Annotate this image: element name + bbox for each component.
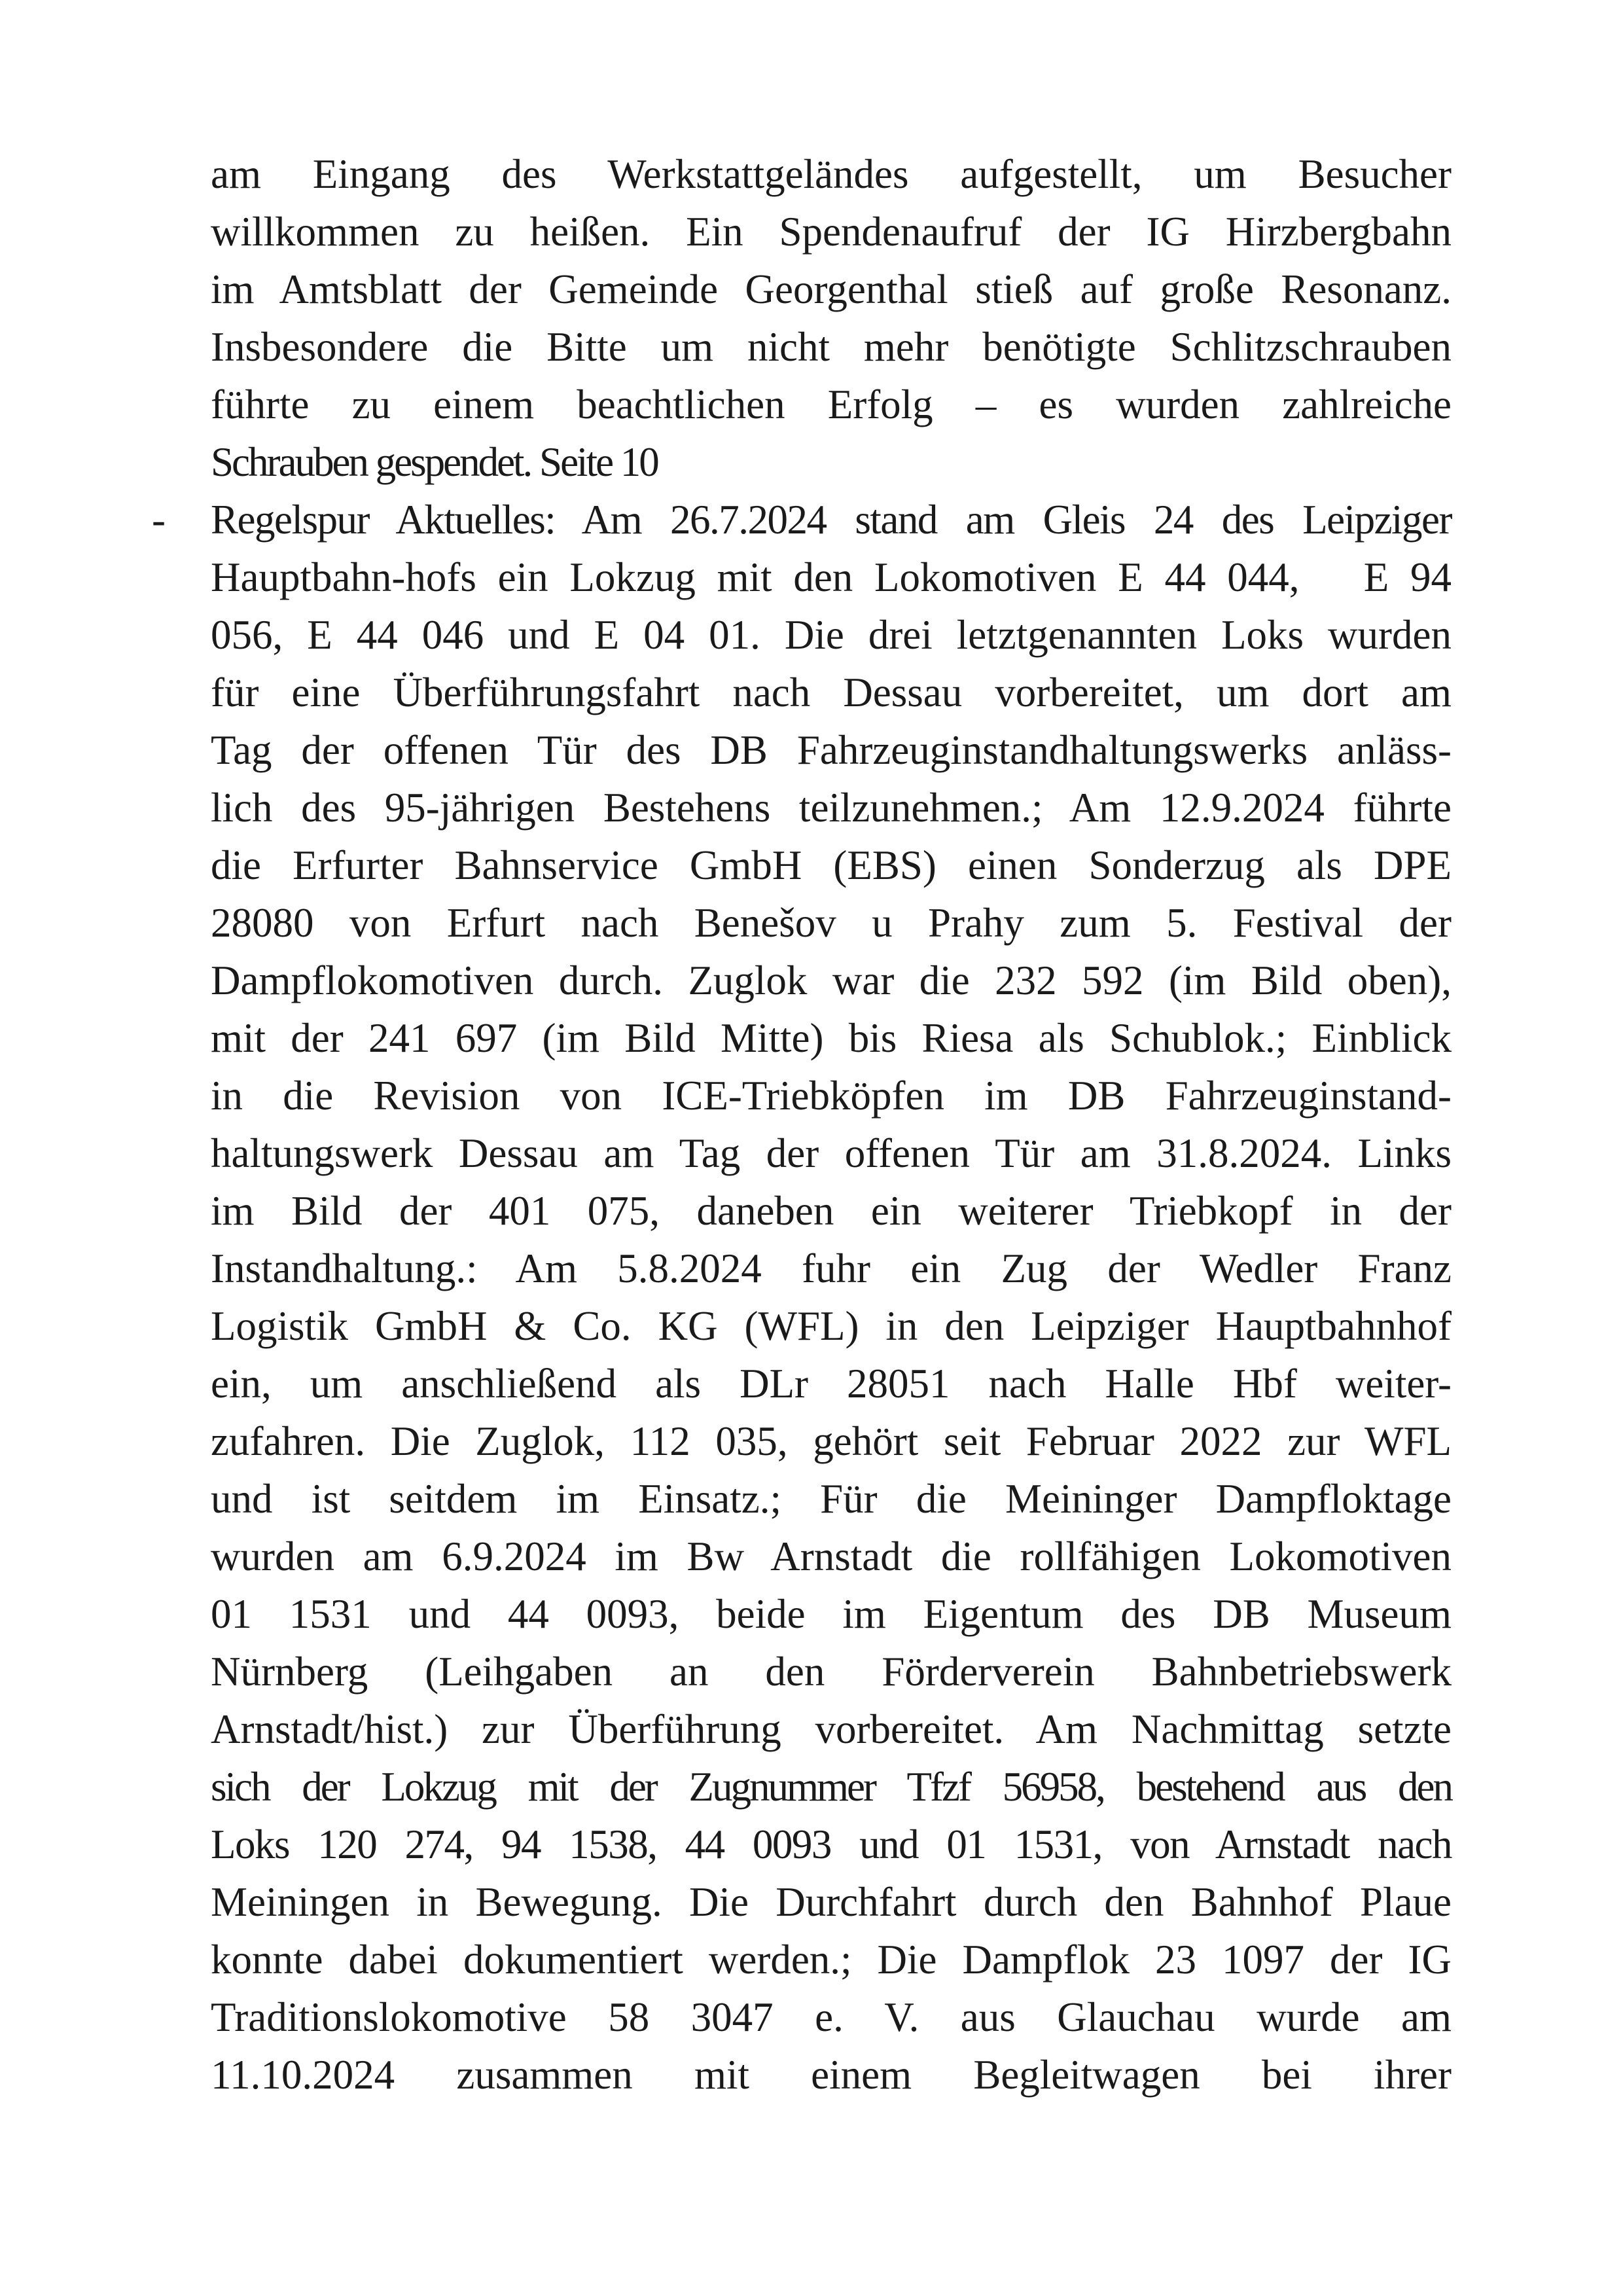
text-line: Dampflokomotiven durch. Zuglok war die 232 592 (im Bild oben), [211,958,1452,1003]
text-line: Loks 120 274, 94 1538, 44 0093 und 01 1531, von Arnstadt nach [211,1821,1452,1867]
text-line: in die Revision von ICE-Triebköpfen im DB Fahrzeuginstand- [211,1073,1452,1119]
text-line: 056, E 44 046 und E 04 01. Die drei letztgenannten Loks wurden [211,612,1452,658]
text-line: im Bild der 401 075, daneben ein weiterer Triebkopf in der [211,1188,1452,1234]
text-line: Logistik GmbH & Co. KG (WFL) in den Leipziger Hauptbahnhof [211,1303,1452,1349]
text-line: Traditionslokomotive 58 3047 e. V. aus Glauchau wurde am [211,1994,1452,2040]
text-line: Regelspur Aktuelles: Am 26.7.2024 stand am Gleis 24 des Leipziger [211,497,1452,543]
text-line: willkommen zu heißen. Ein Spendenaufruf der IG Hirzbergbahn [211,209,1452,255]
text-line: haltungswerk Dessau am Tag der offenen Tür am 31.8.2024. Links [211,1130,1452,1176]
text-line: am Eingang des Werkstattgeländes aufgestellt, um Besucher [211,151,1452,197]
text-line: für eine Überführungsfahrt nach Dessau vorbereitet, um dort am [211,670,1452,715]
text-line: und ist seitdem im Einsatz.; Für die Meininger Dampfloktage [211,1476,1452,1522]
bullet-marker: - [152,497,166,543]
text-line: Meiningen in Bewegung. Die Durchfahrt durch den Bahnhof Plaue [211,1879,1452,1925]
text-line: im Amtsblatt der Gemeinde Georgenthal stieß auf große Resonanz. [211,266,1452,312]
text-line: sich der Lokzug mit der Zugnummer Tfzf 56958, bestehend aus den [211,1764,1452,1810]
text-line: Insbesondere die Bitte um nicht mehr benötigte Schlitzschrauben [211,324,1452,370]
text-line: 11.10.2024 zusammen mit einem Begleitwagen bei ihrer [211,2052,1452,2098]
text-line: konnte dabei dokumentiert werden.; Die Dampflok 23 1097 der IG [211,1937,1452,1982]
text-line: wurden am 6.9.2024 im Bw Arnstadt die rollfähigen Lokomotiven [211,1534,1452,1579]
text-line: 01 1531 und 44 0093, beide im Eigentum des DB Museum [211,1591,1452,1637]
text-line: lich des 95-jährigen Bestehens teilzunehmen.; Am 12.9.2024 führte [211,785,1452,831]
text-line: Hauptbahn-hofs ein Lokzug mit den Lokomotiven E 44 044, E 94 [211,554,1452,600]
text-line: die Erfurter Bahnservice GmbH (EBS) einen Sonderzug als DPE [211,842,1452,888]
text-line: Schrauben gespendet. Seite 10 [211,439,658,485]
text-line: zufahren. Die Zuglok, 112 035, gehört seit Februar 2022 zur WFL [211,1418,1452,1464]
text-line: 28080 von Erfurt nach Benešov u Prahy zum 5. Festival der [211,900,1452,946]
text-line: Arnstadt/hist.) zur Überführung vorbereitet. Am Nachmittag setzte [211,1706,1452,1752]
text-line: Nürnberg (Leihgaben an den Förderverein Bahnbetriebswerk [211,1649,1452,1695]
text-line: ein, um anschließend als DLr 28051 nach Halle Hbf weiter- [211,1361,1452,1407]
text-line: Tag der offenen Tür des DB Fahrzeuginstandhaltungswerks anläss- [211,727,1452,773]
text-line: Instandhaltung.: Am 5.8.2024 fuhr ein Zug der Wedler Franz [211,1246,1452,1291]
text-line: führte zu einem beachtlichen Erfolg – es wurden zahlreiche [211,382,1452,427]
text-line: mit der 241 697 (im Bild Mitte) bis Riesa als Schublok.; Einblick [211,1015,1452,1061]
body-text [211,145,1452,2104]
